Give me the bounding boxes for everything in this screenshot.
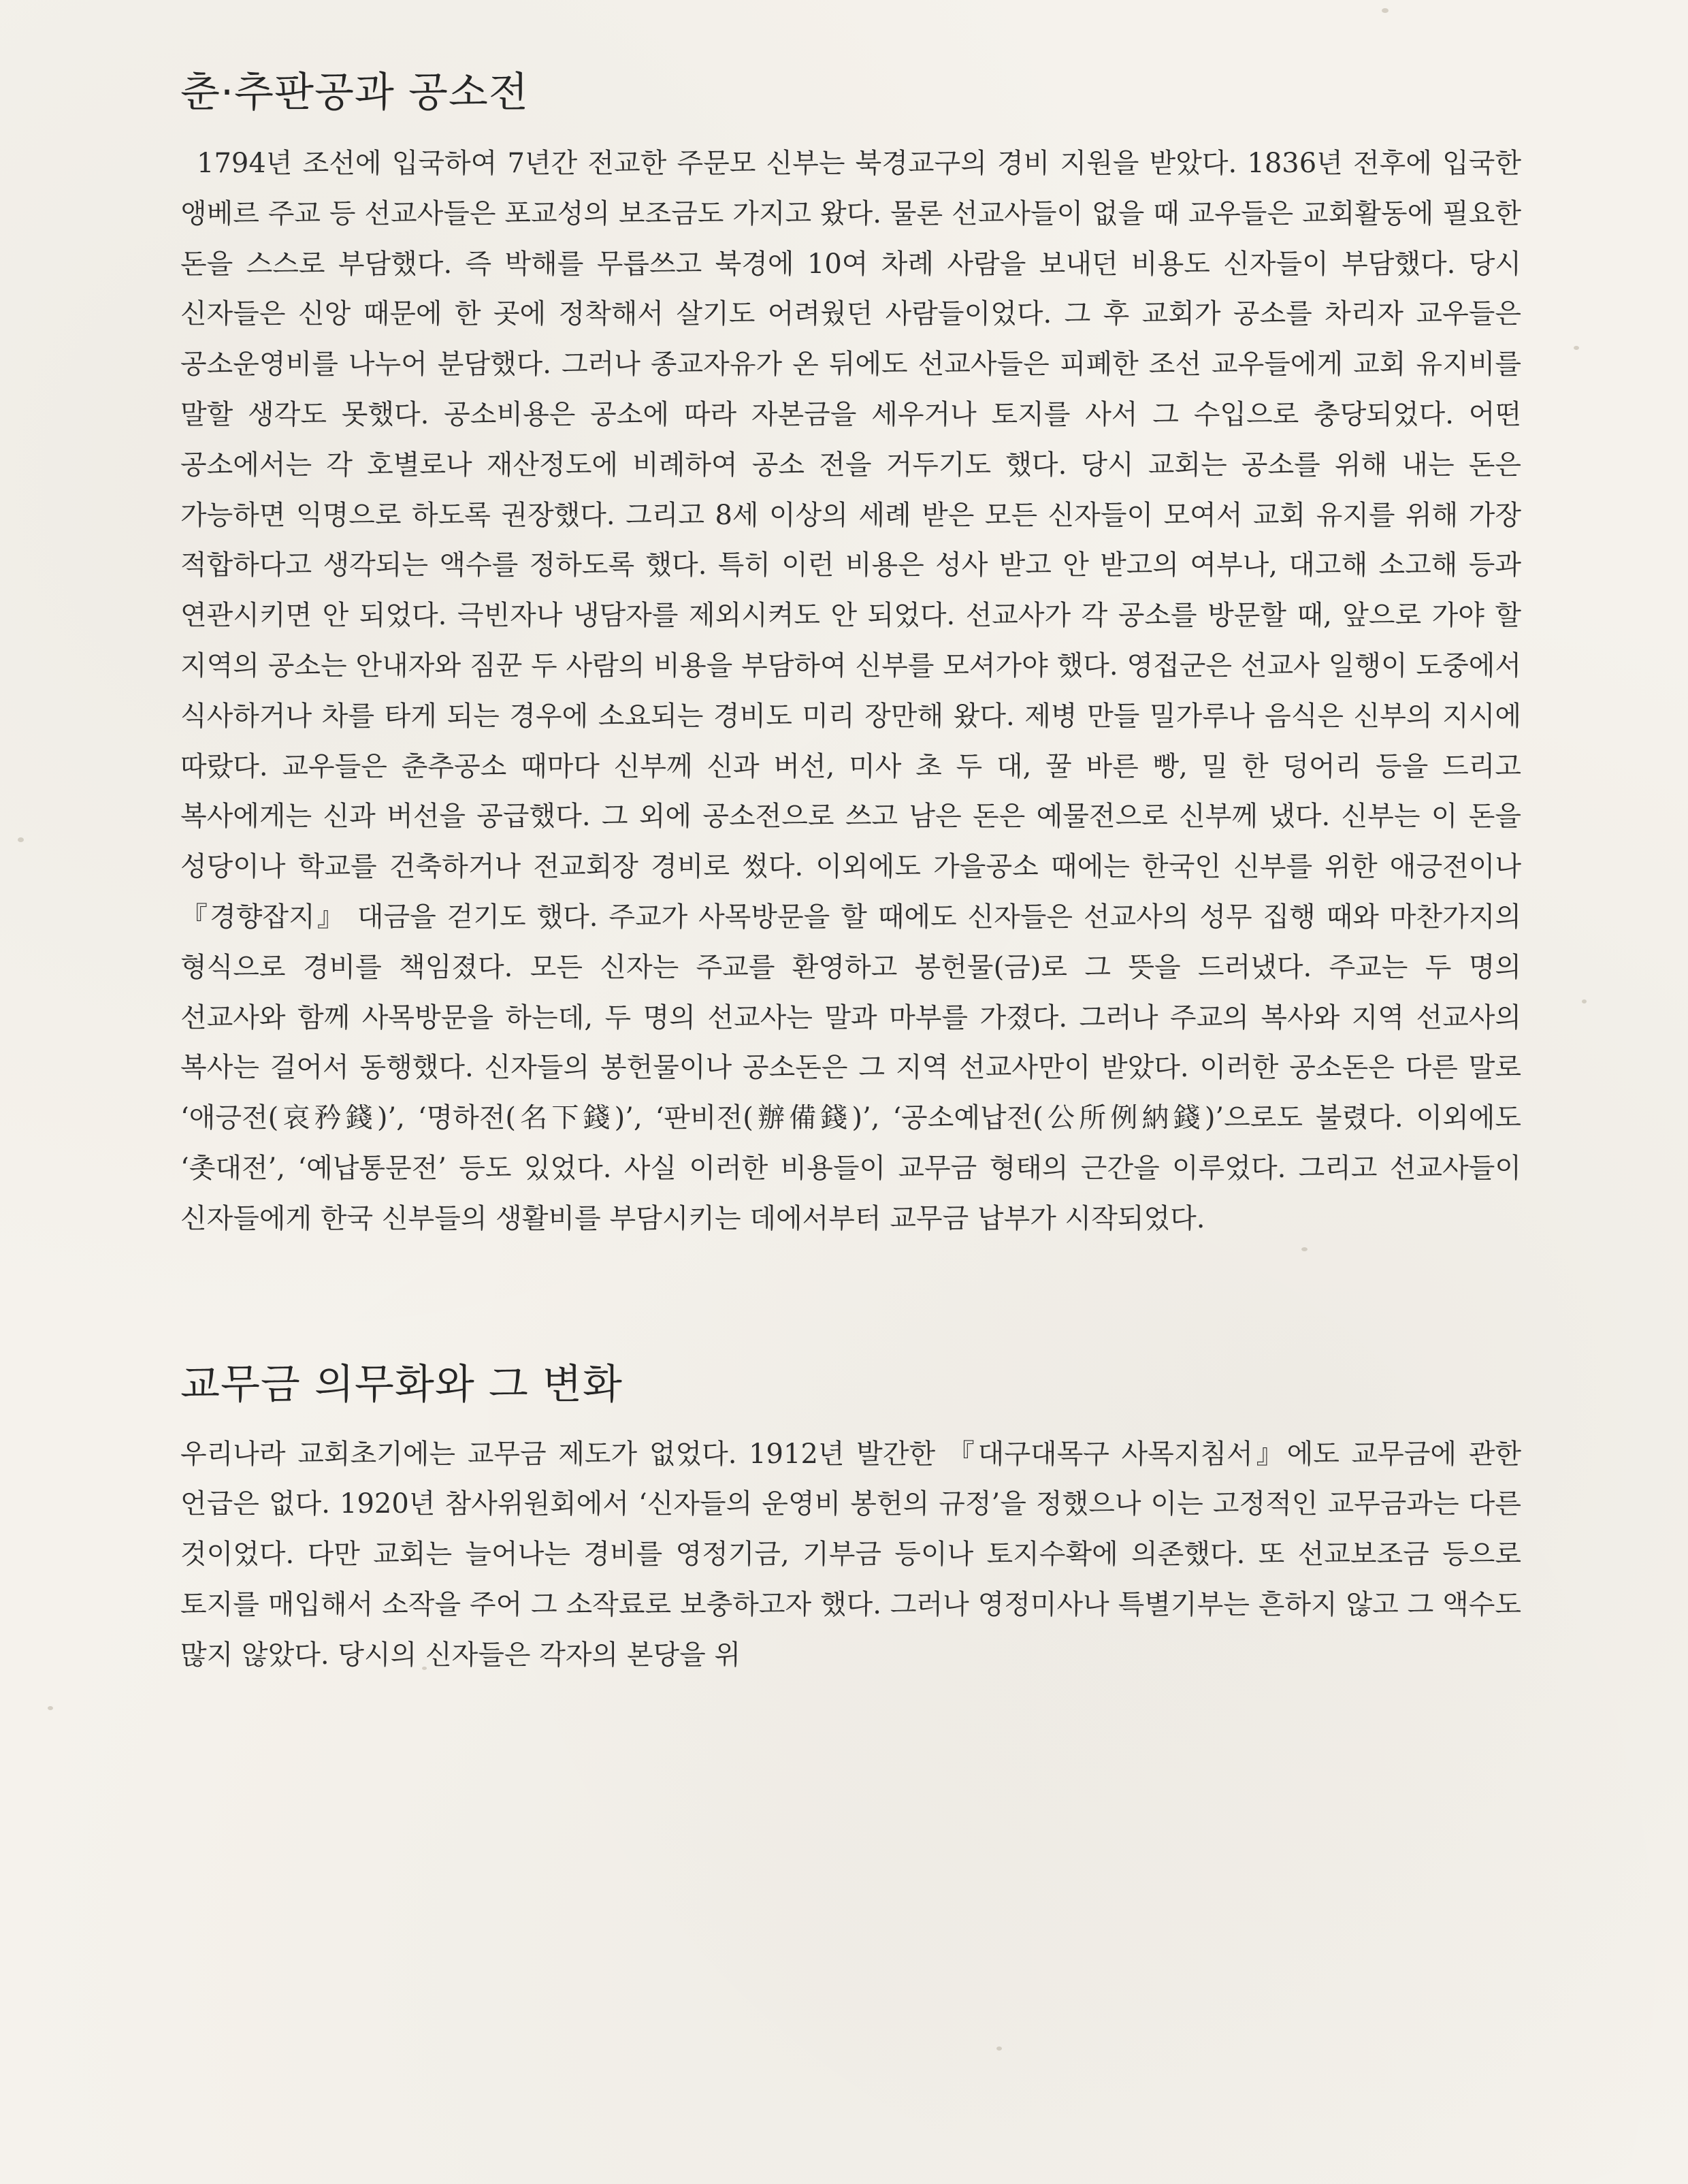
section-title: 교무금 의무화와 그 변화 <box>180 1360 623 1409</box>
section-title: 춘·추판공과 공소전 <box>180 69 529 116</box>
document-page <box>180 68 1521 1681</box>
paper-speck <box>18 837 24 842</box>
paper-speck <box>1382 8 1389 13</box>
section-paragraph: 1794년 조선에 입국하여 7년간 전교한 주문모 신부는 북경교구의 경비 지원을 받았다. 1836년 전후에 입국한 앵베르 주교 등 선교사들은 포교성의 보조금도 가지고 왔다. 물론 선교사들이 없을 때 교우들은 교회활동에 필요한 돈을 스스로 부담했다. 즉 박해를 무릅쓰고 북경에 10여 차례 사람을 보내던 비용도 신자들이 부담했다. 당시 신자들은 신앙 때문에 한 곳에 정착해서 살기도 어려웠던 사람들이었다. 그 후 교회가 공소를 차리자 교우들은 공소운영비를 나누어 분담했다. 그러나 종교자유가 온 뒤에도 선교사들은 피폐한 조선 교우들에게 교회 유지비를 말할 생각도 못했다. 공소비용은 공소에 따라 자본금을 세우거나 토지를 사서 그 수입으로 충당되었다. 어떤 공소에서는 각 호별로나 재산정도에 비례하여 공소 전을 거두기도 했다. 당시 교회는 공소를 위해 내는 돈은 가능하면 익명으로 하도록 권장했다. 그리고 8세 이상의 세례 받은 모든 신자들이 모여서 교회 유지를 위해 가장 적합하다고 생각되는 액수를 정하도록 했다. 특히 이런 비용은 성사 받고 안 받고의 여부나, 대고해 소고해 등과 연관시키면 안 되었다. 극빈자나 냉담자를 제외시켜도 안 되었다. 선교사가 각 공소를 방문할 때, 앞으로 가야 할 지역의 공소는 안내자와 짐꾼 두 사람의 비용을 부담하여 신부를 모셔가야 했다. 영접군은 선교사 일행이 도중에서 식사하거나 차를 타게 되는 경우에 소요되는 경비도 미리 장만해 왔다. 제병 만들 밀가루나 음식은 신부의 지시에 따랐다. 교우들은 춘추공소 때마다 신부께 신과 버선, 미사 초 두 대, 꿀 바른 빵, 밀 한 덩어리 등을 드리고 복사에게는 신과 버선을 공급했다. 그 외에 공소전으로 쓰고 남은 돈은 예물전으로 신부께 냈다. 신부는 이 돈을 성당이나 학교를 건축하거나 전교회장 경비로 썼다. 이외에도 가을공소 때에는 한국인 신부를 위한 애긍전이나 『경향잡지』 대금을 걷기도 했다. 주교가 사목방문을 할 때에도 신자들은 선교사의 성무 집행 때와 마찬가지의 형식으로 경비를 책임졌다. 모든 신자는 주교를 환영하고 봉헌물(금)로 그 뜻을 드러냈다. 주교는 두 명의 선교사와 함께 사목방문을 하는데, 두 명의 선교사는 말과 마부를 가졌다. 그러나 주교의 복사와 지역 선교사의 복사는 걸어서 동행했다. 신자들의 봉헌물이나 공소돈은 그 지역 선교사만이 받았다. 이러한 공소돈은 다른 말로 ‘애긍전(哀矜錢)’, ‘명하전(名下錢)’, ‘판비전(辦備錢)’, ‘공소예납전(公所例納錢)’으로도 불렸다. 이외에도 ‘촛대전’, ‘예납통문전’ 등도 있었다. 사실 이러한 비용들이 교무금 형태의 근간을 이루었다. 그리고 선교사들이 신자들에게 한국 신부들의 생활비를 부담시키는 데에서부터 교무금 납부가 시작되었다. <box>180 148 1521 1234</box>
paper-speck <box>1582 999 1587 1003</box>
paper-speck <box>996 2046 1002 2051</box>
section-spring-autumn-confession <box>180 68 1521 1244</box>
section-church-dues-obligation <box>180 1360 1521 1681</box>
section-paragraph: 우리나라 교회초기에는 교무금 제도가 없었다. 1912년 발간한 『대구대목구 사목지침서』에도 교무금에 관한 언급은 없다. 1920년 참사위원회에서 ‘신자들의 운영비 봉헌의 규정’을 정했으나 이는 고정적인 교무금과는 다른 것이었다. 다만 교회는 늘어나는 경비를 영정기금, 기부금 등이나 토지수확에 의존했다. 또 선교보조금 등으로 토지를 매입해서 소작을 주어 그 소작료로 보충하고자 했다. 그러나 영정미사나 특별기부는 흔하지 않고 그 액수도 많지 않았다. 당시의 신자들은 각자의 본당을 위 <box>180 1438 1521 1671</box>
paper-speck <box>1574 346 1579 350</box>
paper-speck <box>48 1706 53 1710</box>
